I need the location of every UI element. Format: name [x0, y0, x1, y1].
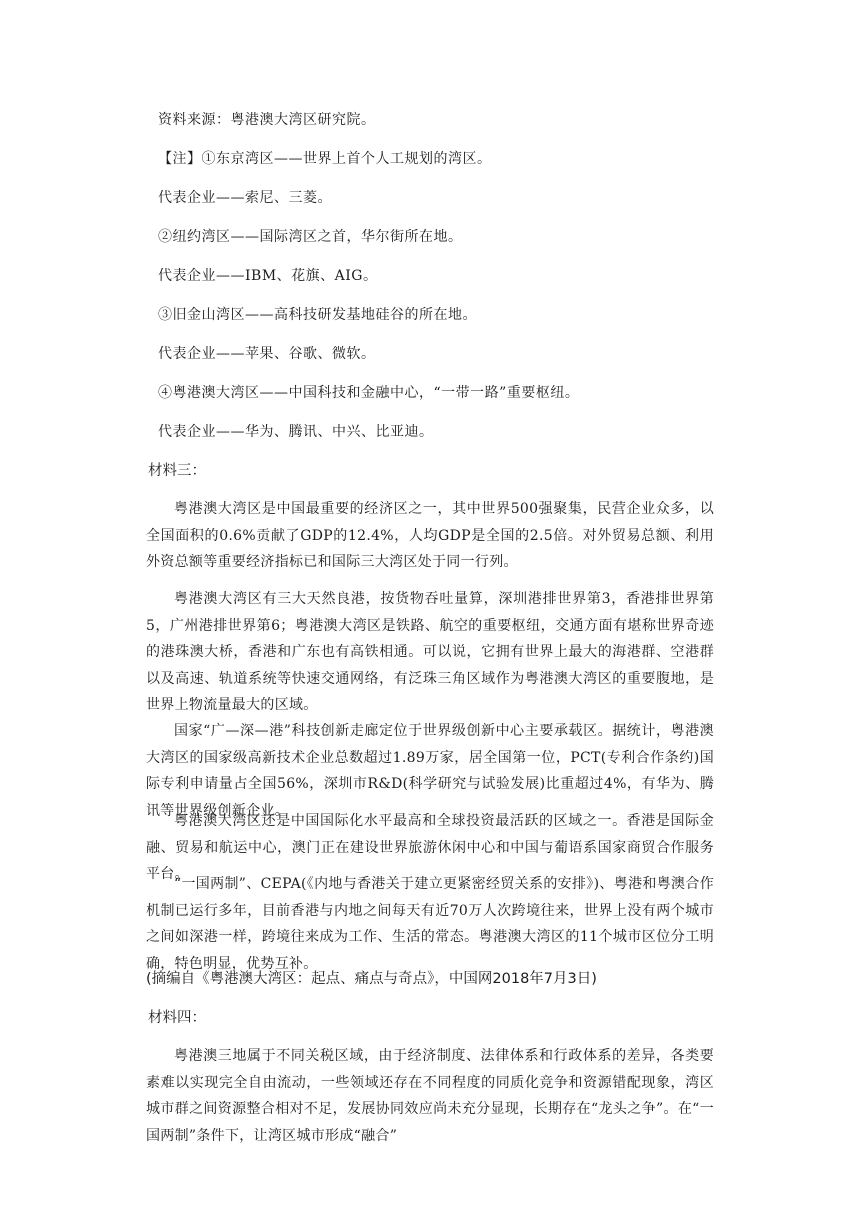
material-three-paragraph-3: 国家“广—深—港”科技创新走廊定位于世界级创新中心主要承载区。据统计，粤港澳大湾区的国家级高新技术企业总数超过1.89万家，居全国第一位，PCT(专利合作条约)国际专利申请量占全国56%，深圳市R&D(科学研究与试验发展)比重超过4%，有华为、腾讯等世界级创新企业。	[146, 723, 714, 819]
note-gba: ④粤港澳大湾区——中国科技和金融中心，“一带一路”重要枢纽。	[158, 385, 580, 401]
material-four-paragraph-1: 粤港澳三地属于不同关税区域，由于经济制度、法律体系和行政体系的差异，各类要素难以实现完全自由流动，一些领域还存在不同程度的同质化竞争和资源错配现象，湾区城市群之间资源整合相对不足，发展协同效应尚未充分显现，长期存在“龙头之争”。在“一国两制”条件下，让湾区城市形成“融合”	[146, 1048, 714, 1144]
note-tokyo-companies: 代表企业——索尼、三菱。	[158, 190, 332, 206]
material-three-source: (摘编自《粤港澳大湾区：起点、痛点与奇点》，中国网2018年7月3日)	[146, 971, 597, 987]
material-three-paragraph-4: 粤港澳大湾区还是中国国际化水平最高和全球投资最活跃的区域之一。香港是国际金融、贸易和航运中心，澳门正在建设世界旅游休闲中心和中国与葡语系国家商贸合作服务平台。	[146, 813, 714, 882]
note-sanfrancisco-companies: 代表企业——苹果、谷歌、微软。	[158, 346, 376, 362]
material-four-heading: 材料四：	[148, 1010, 206, 1026]
material-three-paragraph-2: 粤港澳大湾区有三大天然良港，按货物吞吐量算，深圳港排世界第3，香港排世界第5，广州港排世界第6；粤港澳大湾区是铁路、航空的重要枢纽，交通方面有堪称世界奇迹的港珠澳大桥，香港和广东也有高铁相通。可以说，它拥有世界上最大的海港群、空港群以及高速、轨道系统等快速交通网络，有泛珠三角区域作为粤港澳大湾区的重要腹地，是世界上物流量最大的区域。	[146, 591, 714, 713]
source-note: 资料来源：粤港澳大湾区研究院。	[158, 112, 376, 128]
note-newyork-bay: ②纽约湾区——国际湾区之首，华尔街所在地。	[158, 229, 463, 245]
note-tokyo-bay: 【注】①东京湾区——世界上首个人工规划的湾区。	[158, 151, 492, 167]
note-gba-companies: 代表企业——华为、腾讯、中兴、比亚迪。	[158, 424, 434, 440]
material-three-paragraph-5: “一国两制”、CEPA(《内地与香港关于建立更紧密经贸关系的安排》)、粤港和粤澳合作机制已运行多年，目前香港与内地之间每天有近70万人次跨境往来，世界上没有两个城市之间如深港一样，跨境往来成为工作、生活的常态。粤港澳大湾区的11个城市区位分工明确，特色明显，优势互补。	[146, 876, 714, 972]
material-three-paragraph-1: 粤港澳大湾区是中国最重要的经济区之一，其中世界500强聚集，民营企业众多，以全国面积的0.6%贡献了GDP的12.4%，人均GDP是全国的2.5倍。对外贸易总额、利用外资总额等重要经济指标已和国际三大湾区处于同一行列。	[146, 501, 714, 570]
note-sanfrancisco-bay: ③旧金山湾区——高科技研发基地硅谷的所在地。	[158, 307, 477, 323]
material-three-heading: 材料三：	[148, 463, 206, 479]
note-newyork-companies: 代表企业——IBM、花旗、AIG。	[158, 268, 378, 284]
